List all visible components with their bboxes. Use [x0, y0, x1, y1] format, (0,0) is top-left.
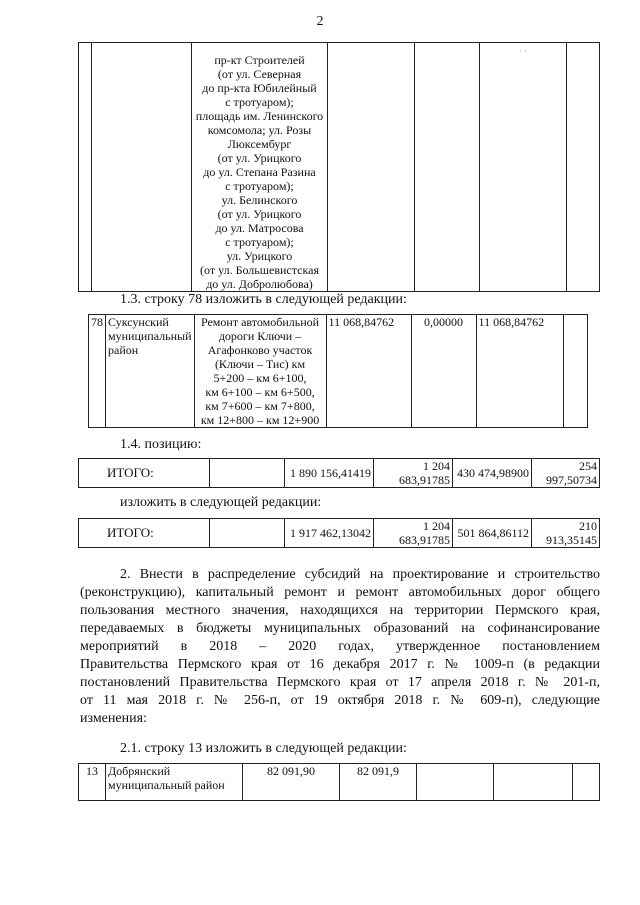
- section-2-paragraph: [80, 566, 600, 728]
- paragraph-line: пользования местного значения, находящихся на территории Пермского края,: [80, 603, 600, 618]
- paragraph-line: постановлений Правительства Пермского края от 17 апреля 2018 г. № 201-п,: [80, 675, 600, 690]
- street-line: ул. Урицкого: [226, 249, 293, 263]
- paragraph-line: передаваемых в бюджеты муниципальных образований на софинансирование: [80, 621, 600, 636]
- faint-mark: · ·: [518, 46, 528, 56]
- district-line: Добрянский: [108, 764, 171, 778]
- page-number: 2: [316, 14, 324, 29]
- cell-part1: [415, 43, 480, 292]
- description-cell: [194, 315, 326, 428]
- street-line: комсомола; ул. Розы: [207, 123, 312, 137]
- district-line: район: [108, 343, 139, 357]
- section-1-4: 1.4. позицию:: [120, 437, 202, 452]
- table-itogo-new: [78, 518, 600, 548]
- empty-cell-1: [417, 764, 494, 801]
- description-line: км 12+800 – км 12+900: [200, 413, 320, 427]
- street-line: до ул. Матросова: [215, 221, 304, 235]
- paragraph-line: изменения:: [80, 711, 147, 726]
- row-num: 13: [79, 764, 106, 801]
- street-line: пр-кт Строителей: [214, 53, 305, 67]
- street-line: Люксембург: [227, 137, 292, 151]
- itogo-v1: 1 890 156,41419: [285, 459, 374, 488]
- street-line: площадь им. Ленинского: [195, 109, 324, 123]
- street-line: (от ул. Урицкого: [217, 207, 302, 221]
- itogo-empty: [210, 519, 285, 548]
- paragraph-line: от 11 мая 2018 г. № 256-п, от 19 октября 2018 г. № 609-п), следующие: [80, 693, 600, 708]
- street-line: ул. Белинского: [221, 193, 298, 207]
- district-cell: [106, 764, 243, 801]
- v2-cell: 82 091,9: [340, 764, 417, 801]
- itogo-label: ИТОГО:: [79, 519, 210, 548]
- description-line: км 7+600 – км 7+800,: [205, 399, 315, 413]
- part2-cell: 11 068,84762: [476, 315, 563, 428]
- cell-extra: [567, 43, 600, 292]
- district-name: [108, 315, 192, 357]
- street-list: [194, 53, 325, 291]
- itogo-v3: 430 474,98900: [453, 459, 532, 488]
- description-line: Ремонт автомобильной: [200, 315, 320, 329]
- itogo-label: ИТОГО:: [79, 459, 210, 488]
- description-line: дороги Ключи –: [218, 329, 302, 343]
- street-line: до ул. Степана Разина: [203, 165, 316, 179]
- street-line: до пр-кта Юбилейный: [202, 81, 317, 95]
- district-name: [108, 764, 240, 792]
- itogo-v4: 210 913,35145: [532, 519, 600, 548]
- part1-cell: 0,00000: [411, 315, 476, 428]
- table-row-13: [78, 763, 600, 801]
- row-num: 78: [89, 315, 106, 428]
- itogo-v4: 254 997,50734: [532, 459, 600, 488]
- description-line: 5+200 – км 6+100,: [213, 371, 307, 385]
- v1-cell: 82 091,90: [243, 764, 340, 801]
- itogo-empty: [210, 459, 285, 488]
- cell-num: [79, 43, 92, 292]
- cell-district: [92, 43, 192, 292]
- paragraph-line: мероприятий в 2018 – 2020 годах, утвержденное постановлением: [80, 639, 600, 654]
- cell-total: [328, 43, 415, 292]
- description: [197, 315, 324, 427]
- street-line: с тротуаром);: [225, 235, 294, 249]
- street-line: с тротуаром);: [225, 179, 294, 193]
- description-line: (Ключи – Тис) км: [214, 357, 306, 371]
- empty-cell-2: [494, 764, 573, 801]
- paragraph-line: (реконструкцию), капитальный ремонт и ремонт автомобильных дорог общего: [80, 585, 600, 600]
- district-line: Суксунский: [108, 315, 169, 329]
- new-edition-label: изложить в следующей редакции:: [120, 495, 322, 510]
- district-line: муниципальный район: [108, 778, 225, 792]
- table-itogo-old: [78, 458, 600, 488]
- itogo-v3: 501 864,86112: [453, 519, 532, 548]
- paragraph-line: 2. Внести в распределение субсидий на проектирование и строительство: [120, 567, 600, 582]
- itogo-v2: 1 204 683,91785: [374, 459, 453, 488]
- street-line: до ул. Добролюбова): [206, 277, 313, 291]
- description-line: км 6+100 – км 6+500,: [205, 385, 315, 399]
- district-cell: [106, 315, 195, 428]
- description-line: Агафонково участок: [207, 343, 313, 357]
- itogo-v2: 1 204 683,91785: [374, 519, 453, 548]
- street-line: (от ул. Северная: [217, 67, 302, 81]
- itogo-v1: 1 917 462,13042: [285, 519, 374, 548]
- empty-cell-3: [573, 764, 600, 801]
- street-line: с тротуаром);: [225, 95, 294, 109]
- cell-streets: [192, 43, 328, 292]
- street-line: (от ул. Урицкого: [217, 151, 302, 165]
- total-cell: 11 068,84762: [326, 315, 411, 428]
- section-1-3: 1.3. строку 78 изложить в следующей редакции:: [120, 292, 407, 307]
- table-row-78: [88, 314, 588, 428]
- extra-cell: [563, 315, 587, 428]
- paragraph-line: Правительства Пермского края от 16 декабря 2017 г. № 1009-п (в редакции: [80, 657, 600, 672]
- street-line: (от ул. Большевистская: [200, 263, 319, 277]
- section-2-1: 2.1. строку 13 изложить в следующей редакции:: [120, 741, 407, 756]
- district-line: муниципальный: [108, 329, 192, 343]
- table-continuation: [78, 42, 600, 292]
- cell-part2: [480, 43, 567, 292]
